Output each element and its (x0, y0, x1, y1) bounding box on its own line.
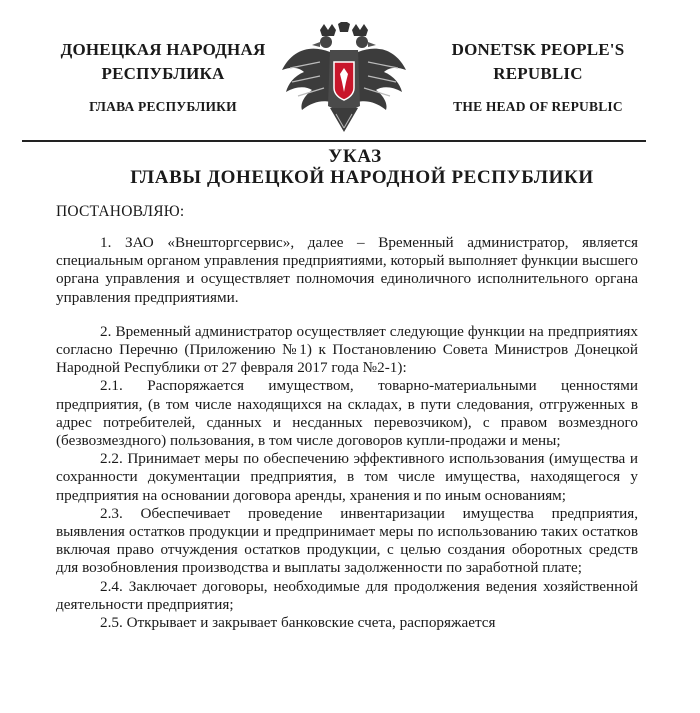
paragraph-1: 1. ЗАО «Внешторгсервис», далее – Временный администратор, является специальным органом управления предприятиями, который выполняет функции высшего органа управления и осуществляет полномочия единоличного исполнительного органа управления предприятиями. (56, 234, 638, 306)
paragraph-2: 2. Временный администратор осуществляет следующие функции на предприятиях согласно Перечню (Приложению №1) к Постановлению Совета Министров Донецкой Народной Республики от 27 февраля 2017 года №2-1): (56, 322, 638, 377)
paragraph-gap (56, 307, 638, 323)
decree-word: ПОСТАНОВЛЯЮ: (56, 203, 185, 220)
header-divider (22, 140, 646, 142)
document-subtitle: ГЛАВЫ ДОНЕЦКОЙ НАРОДНОЙ РЕСПУБЛИКИ (130, 167, 594, 188)
document-body (56, 234, 638, 632)
subitem-2-1: 2.1. Распоряжается имуществом, товарно-материальными ценностями предприятия, (в том числе находящихся на складах, в пути следования, отгруженных в адрес потребителей, сданных и несданных перевозчиком), с правом возмездного (безвозмездного) пользования, в том числе договоров купли-продажи и мены; (56, 377, 638, 450)
header-right-block (418, 38, 658, 115)
subitem-2-3: 2.3. Обеспечивает проведение инвентаризации имущества предприятия, выявления остатков продукции и предпринимает меры по использованию таких остатков включая право отчуждения остатков продукции, с целью создания оборотных средств для возобновления производства и выплаты задолженности по заработной плате; (56, 504, 638, 577)
header-right-subtitle: THE HEAD OF REPUBLIC (453, 99, 623, 114)
header-left-title: ДОНЕЦКАЯ НАРОДНАЯ РЕСПУБЛИКА (60, 40, 266, 83)
double-headed-eagle-emblem-icon (280, 22, 408, 138)
header-right-title: DONETSK PEOPLE'S REPUBLIC (451, 40, 625, 83)
subitem-2-2: 2.2. Принимает меры по обеспечению эффективного использования (имущества и сохранности документации предприятия, в том числе имущества, находящегося у предприятия на основании договора аренды, хранения и по иным основаниям; (56, 450, 638, 504)
header-left-block (38, 38, 288, 115)
subitem-2-5: 2.5. Открывает и закрывает банковские счета, распоряжается (100, 614, 496, 632)
document-title: УКАЗ (328, 146, 382, 167)
subitem-2-4: 2.4. Заключает договоры, необходимые для продолжения ведения хозяйственной деятельности предприятия; (56, 577, 638, 613)
header-left-subtitle: ГЛАВА РЕСПУБЛИКИ (89, 99, 237, 114)
